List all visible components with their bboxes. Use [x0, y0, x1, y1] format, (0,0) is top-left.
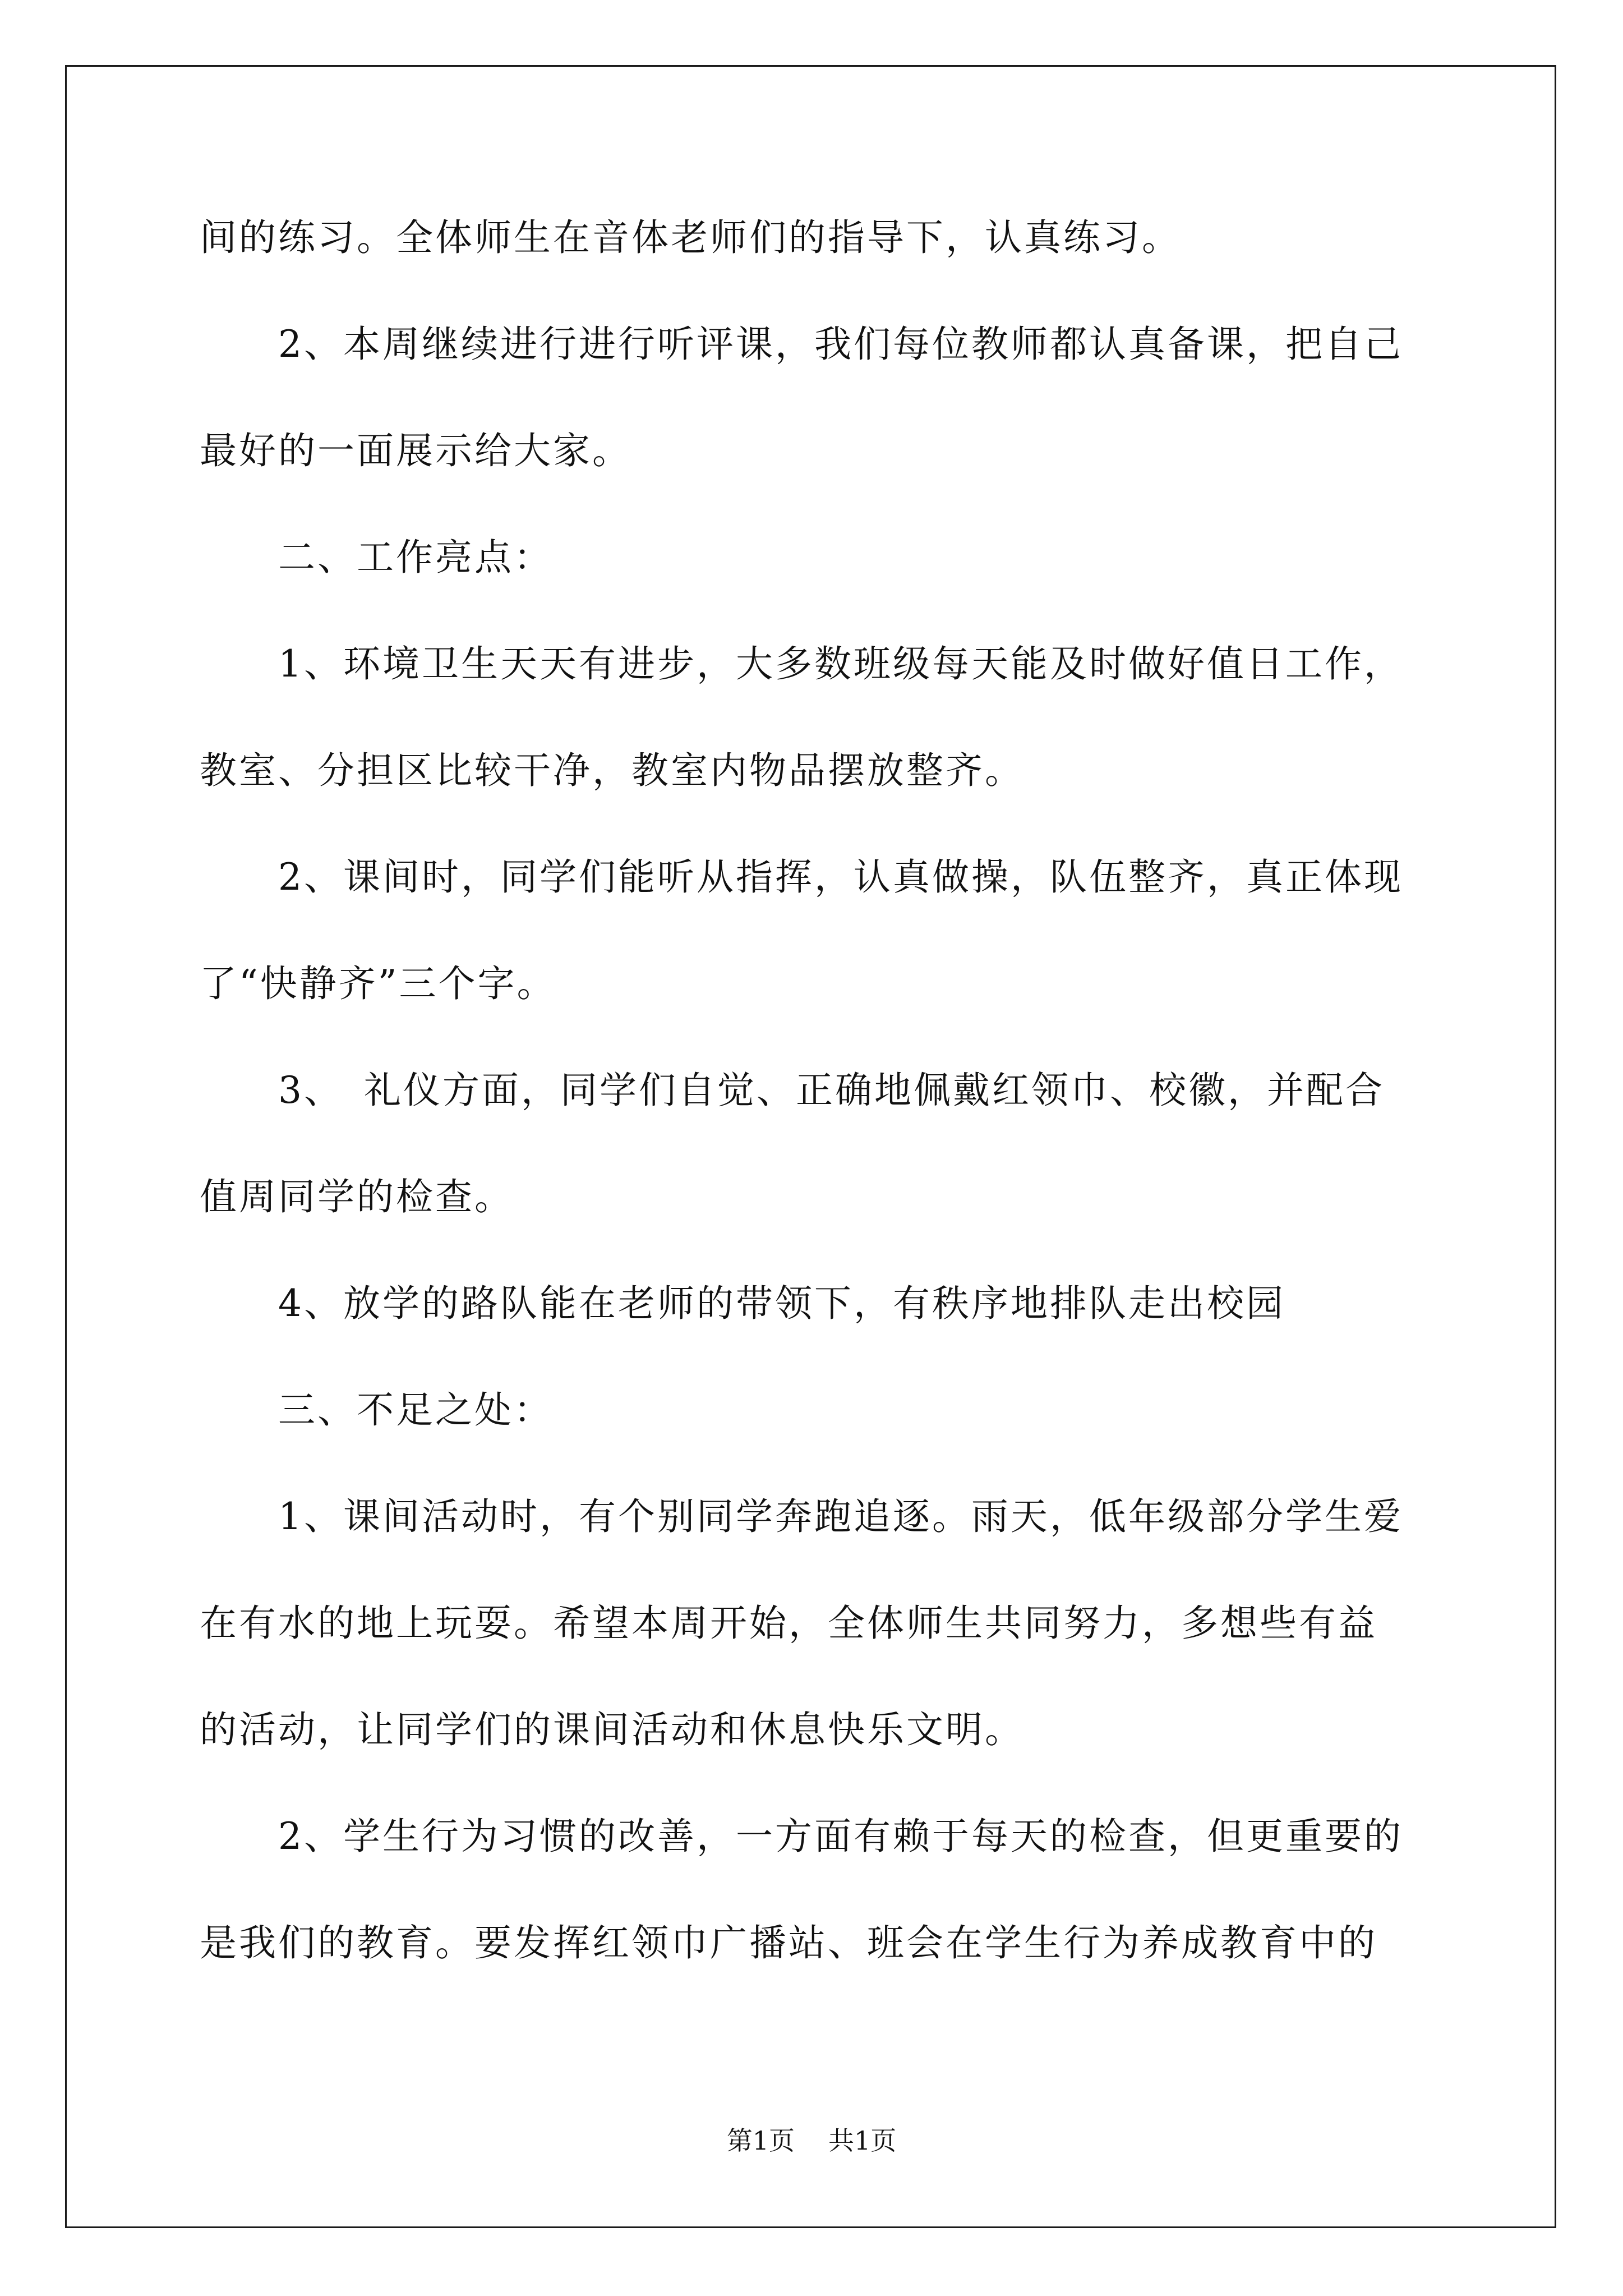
- paragraph-line: 2、课间时，同学们能听从指挥，认真做操，队伍整齐，真正体现: [278, 855, 1403, 899]
- page-footer: [0, 2124, 1623, 2157]
- paragraph-line: 值周同学的检查。: [200, 1175, 514, 1218]
- paragraph-line: 1、环境卫生天天有进步，大多数班级每天能及时做好值日工作，: [278, 642, 1403, 685]
- paragraph-line: 在有水的地上玩耍。希望本周开始，全体师生共同努力，多想些有益: [200, 1602, 1377, 1645]
- paragraph-line: 是我们的教育。要发挥红领巾广播站、班会在学生行为养成教育中的: [200, 1921, 1377, 1964]
- paragraph-line: 最好的一面展示给大家。: [200, 429, 631, 472]
- paragraph-line: 的活动，让同学们的课间活动和休息快乐文明。: [200, 1708, 1024, 1751]
- paragraph-line: 1、课间活动时，有个别同学奔跑追逐。雨天，低年级部分学生爱: [278, 1495, 1403, 1538]
- page-number-total: 共1页: [828, 2125, 897, 2156]
- paragraph-line: 了“快静齐”三个字。: [200, 962, 556, 1005]
- document-body: [200, 210, 1456, 2022]
- paragraph-line: 教室、分担区比较干净，教室内物品摆放整齐。: [200, 749, 1024, 792]
- paragraph-line: 2、本周继续进行进行听评课，我们每位教师都认真备课，把自己: [278, 323, 1403, 366]
- section-heading: 二、工作亮点：: [278, 536, 553, 579]
- paragraph-line: 间的练习。全体师生在音体老师们的指导下，认真练习。: [200, 216, 1181, 259]
- paragraph-line: 3、 礼仪方面，同学们自觉、正确地佩戴红领巾、校徽，并配合: [278, 1069, 1385, 1112]
- paragraph-line: 4、放学的路队能在老师的带领下，有秩序地排队走出校园: [278, 1282, 1285, 1325]
- page-number-current: 第1页: [726, 2125, 795, 2156]
- section-heading: 三、不足之处：: [278, 1388, 553, 1432]
- paragraph-line: 2、学生行为习惯的改善，一方面有赖于每天的检查，但更重要的: [278, 1815, 1403, 1858]
